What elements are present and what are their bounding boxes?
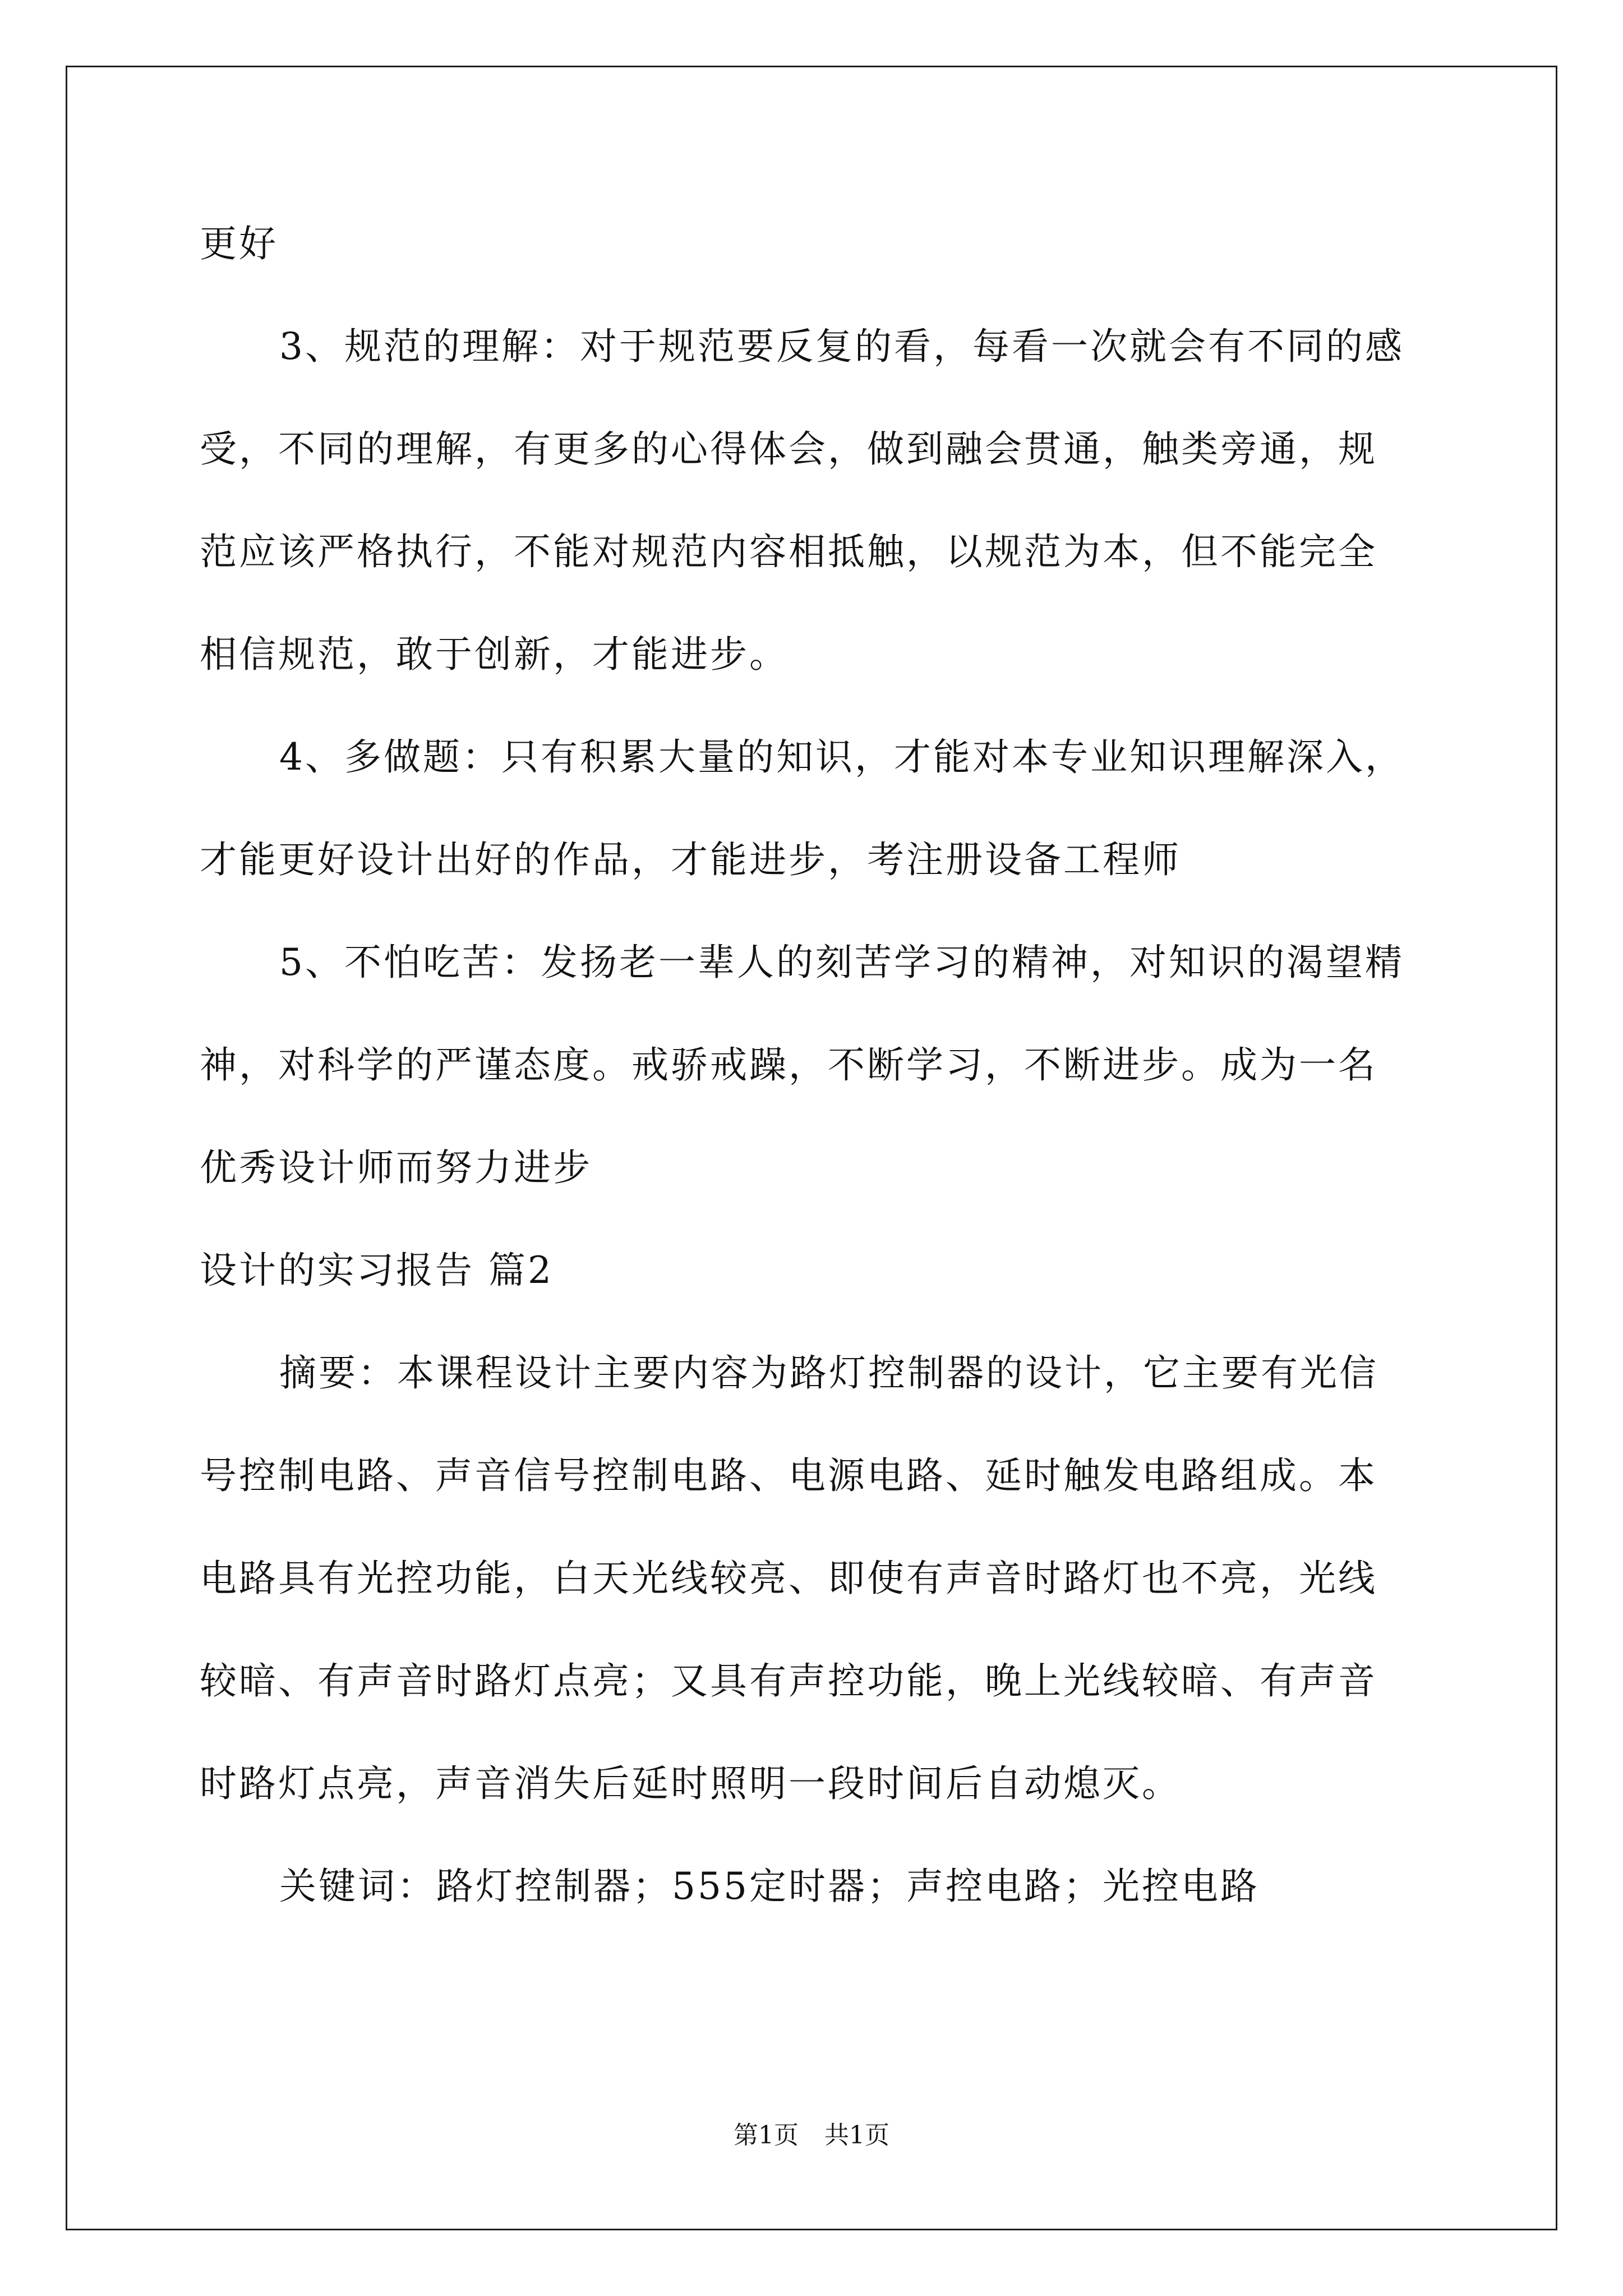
total-pages: 共1页 bbox=[824, 2121, 889, 2150]
text-line-3: 受，不同的理解，有更多的心得体会，做到融会贯通，触类旁通，规 bbox=[200, 427, 1377, 471]
keywords-line: 关键词：路灯控制器；555定时器；声控电路；光控电路 bbox=[279, 1865, 1260, 1908]
text-line-8: 5、不怕吃苦：发扬老一辈人的刻苦学习的精神，对知识的渴望精 bbox=[279, 941, 1404, 984]
text-line-9: 神，对科学的严谨态度。戒骄戒躁，不断学习，不断进步。成为一名 bbox=[200, 1043, 1377, 1087]
text-line-10: 优秀设计师而努力进步 bbox=[200, 1146, 592, 1189]
text-line-5: 相信规范，敢于创新，才能进步。 bbox=[200, 633, 789, 676]
page-number: 第1页 bbox=[734, 2121, 799, 2150]
text-line-1: 更好 bbox=[200, 222, 278, 265]
text-line-4: 范应该严格执行，不能对规范内容相抵触，以规范为本，但不能完全 bbox=[200, 530, 1377, 573]
text-line-7: 才能更好设计出好的作品，才能进步，考注册设备工程师 bbox=[200, 838, 1181, 881]
text-line-2: 3、规范的理解：对于规范要反复的看，每看一次就会有不同的感 bbox=[279, 325, 1404, 368]
section-heading: 设计的实习报告 篇2 bbox=[200, 1249, 554, 1292]
text-line-13: 号控制电路、声音信号控制电路、电源电路、延时触发电路组成。本 bbox=[200, 1454, 1377, 1497]
text-line-15: 较暗、有声音时路灯点亮；又具有声控功能，晚上光线较暗、有声音 bbox=[200, 1659, 1377, 1703]
text-line-14: 电路具有光控功能，白天光线较亮、即使有声音时路灯也不亮，光线 bbox=[200, 1557, 1377, 1600]
text-line-16: 时路灯点亮，声音消失后延时照明一段时间后自动熄灭。 bbox=[200, 1762, 1181, 1805]
text-line-6: 4、多做题：只有积累大量的知识，才能对本专业知识理解深入， bbox=[279, 735, 1404, 779]
text-line-12: 摘要：本课程设计主要内容为路灯控制器的设计，它主要有光信 bbox=[279, 1351, 1378, 1395]
page-footer bbox=[0, 2120, 1623, 2151]
